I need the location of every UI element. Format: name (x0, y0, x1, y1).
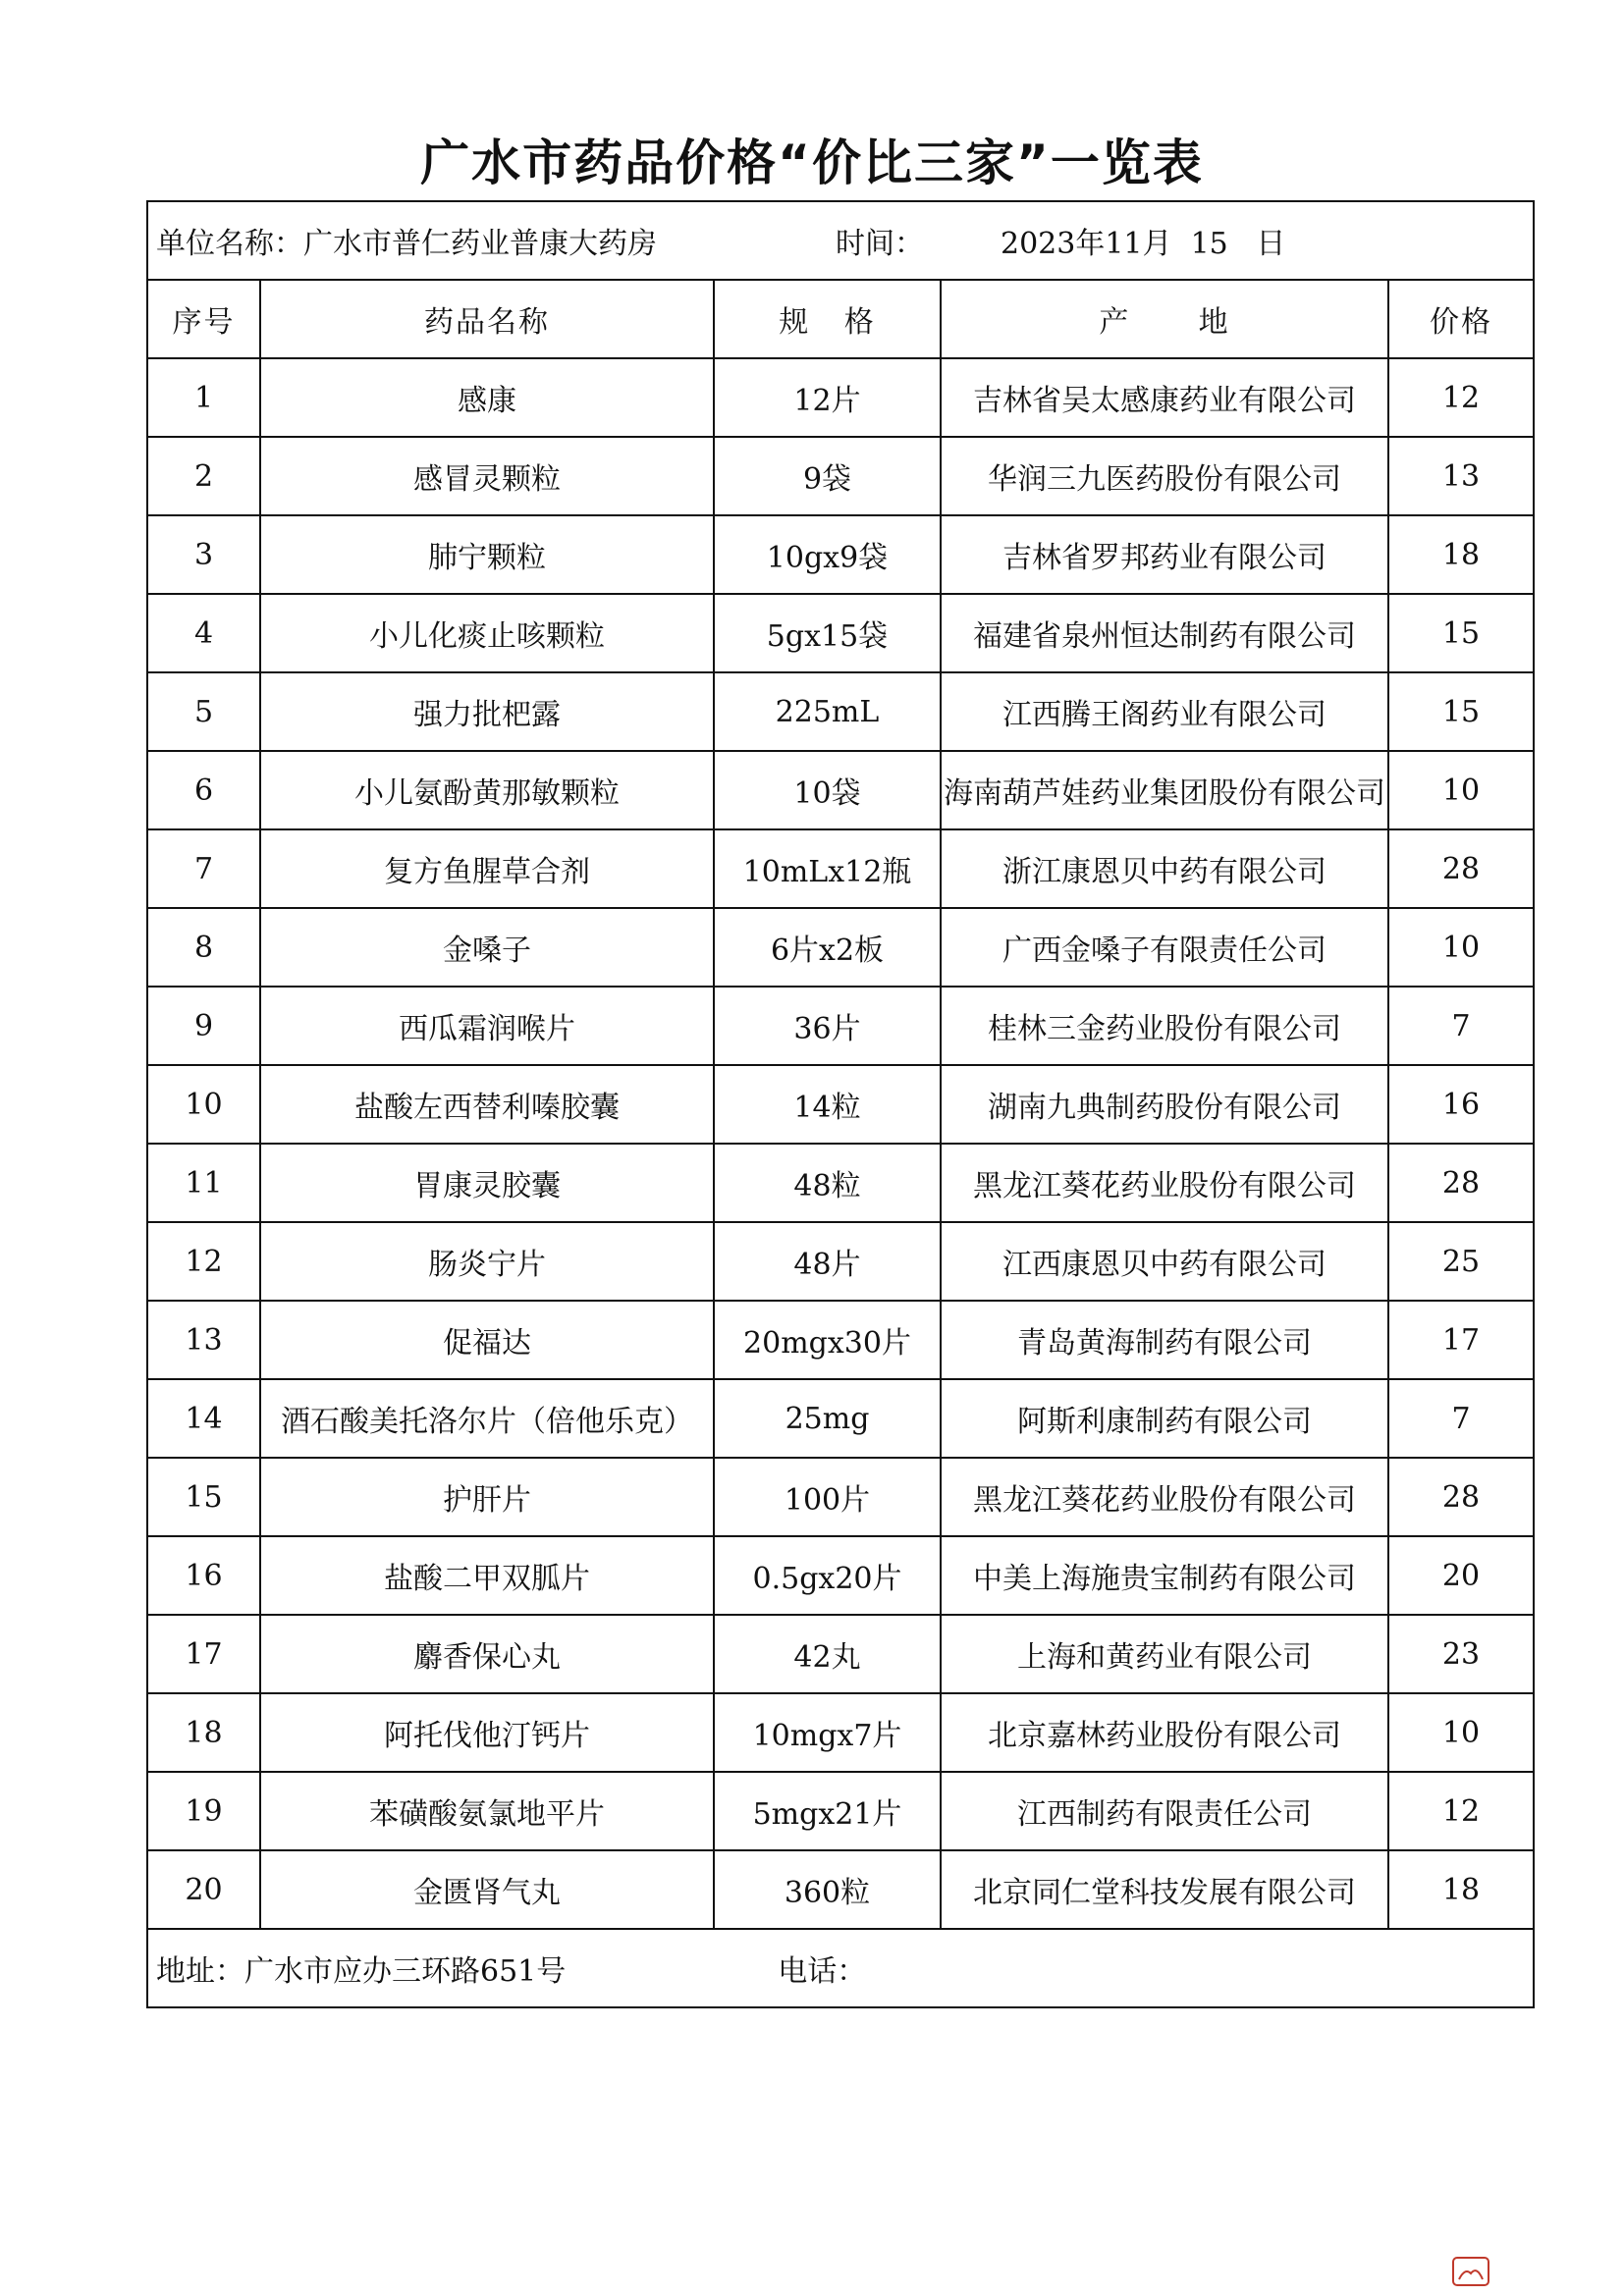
price-table (146, 200, 1535, 2008)
cell-spec: 225mL (714, 672, 941, 751)
table-row (147, 751, 1534, 829)
cell-price: 16 (1388, 1065, 1534, 1144)
cell-origin: 黑龙江葵花药业股份有限公司 (941, 1144, 1388, 1222)
cell-drug-name: 金嗓子 (260, 908, 714, 987)
cell-no: 17 (147, 1615, 260, 1693)
cell-price: 12 (1388, 358, 1534, 437)
cell-no: 11 (147, 1144, 260, 1222)
cell-spec: 100片 (714, 1458, 941, 1536)
cell-price: 18 (1388, 1850, 1534, 1929)
cell-price: 28 (1388, 829, 1534, 908)
cell-spec: 25mg (714, 1379, 941, 1458)
stamp-frame (1453, 2258, 1489, 2285)
cell-drug-name: 金匮肾气丸 (260, 1850, 714, 1929)
cell-origin: 上海和黄药业有限公司 (941, 1615, 1388, 1693)
cell-no: 19 (147, 1772, 260, 1850)
table-row (147, 1065, 1534, 1144)
cell-price: 25 (1388, 1222, 1534, 1301)
cell-spec: 12片 (714, 358, 941, 437)
cell-spec: 10mLx12瓶 (714, 829, 941, 908)
cell-drug-name: 肺宁颗粒 (260, 515, 714, 594)
cell-drug-name: 胃康灵胶囊 (260, 1144, 714, 1222)
cell-price: 10 (1388, 908, 1534, 987)
cell-no: 6 (147, 751, 260, 829)
cell-drug-name: 阿托伐他汀钙片 (260, 1693, 714, 1772)
column-header-price: 价格 (1388, 280, 1534, 358)
cell-drug-name: 护肝片 (260, 1458, 714, 1536)
cell-origin: 黑龙江葵花药业股份有限公司 (941, 1458, 1388, 1536)
cell-spec: 48片 (714, 1222, 941, 1301)
cell-drug-name: 西瓜霜润喉片 (260, 987, 714, 1065)
cell-spec: 48粒 (714, 1144, 941, 1222)
cell-no: 15 (147, 1458, 260, 1536)
footer-info-cell (147, 1929, 1534, 2007)
watermark-logo-icon (1451, 2256, 1490, 2287)
cell-no: 4 (147, 594, 260, 672)
cell-price: 10 (1388, 751, 1534, 829)
cell-drug-name: 盐酸左西替利嗪胶囊 (260, 1065, 714, 1144)
table-row (147, 1772, 1534, 1850)
cell-drug-name: 复方鱼腥草合剂 (260, 829, 714, 908)
cell-spec: 10gx9袋 (714, 515, 941, 594)
cell-origin: 桂林三金药业股份有限公司 (941, 987, 1388, 1065)
time-label: 时间： (836, 227, 924, 261)
table-row (147, 1693, 1534, 1772)
table-row (147, 987, 1534, 1065)
cell-spec: 10mgx7片 (714, 1693, 941, 1772)
table-row (147, 908, 1534, 987)
table-row (147, 1615, 1534, 1693)
cell-origin: 吉林省罗邦药业有限公司 (941, 515, 1388, 594)
cell-spec: 42丸 (714, 1615, 941, 1693)
unit-name: 单位名称：广水市普仁药业普康大药房 (156, 227, 657, 261)
cell-no: 1 (147, 358, 260, 437)
cell-no: 2 (147, 437, 260, 515)
cell-drug-name: 感康 (260, 358, 714, 437)
cell-no: 3 (147, 515, 260, 594)
cell-drug-name: 肠炎宁片 (260, 1222, 714, 1301)
cell-spec: 10袋 (714, 751, 941, 829)
cell-price: 18 (1388, 515, 1534, 594)
phone-label: 电话： (778, 1954, 867, 1989)
cell-drug-name: 感冒灵颗粒 (260, 437, 714, 515)
table-row (147, 1458, 1534, 1536)
cell-price: 12 (1388, 1772, 1534, 1850)
cell-spec: 14粒 (714, 1065, 941, 1144)
table-header-row (147, 280, 1534, 358)
cell-origin: 北京嘉林药业股份有限公司 (941, 1693, 1388, 1772)
cell-drug-name: 促福达 (260, 1301, 714, 1379)
cell-price: 28 (1388, 1144, 1534, 1222)
cell-price: 10 (1388, 1693, 1534, 1772)
cell-drug-name: 小儿化痰止咳颗粒 (260, 594, 714, 672)
footer-info-row (147, 1929, 1534, 2007)
unit-info-cell (147, 201, 1534, 280)
cell-drug-name: 苯磺酸氨氯地平片 (260, 1772, 714, 1850)
cell-origin: 浙江康恩贝中药有限公司 (941, 829, 1388, 908)
cell-drug-name: 小儿氨酚黄那敏颗粒 (260, 751, 714, 829)
cell-origin: 江西腾王阁药业有限公司 (941, 672, 1388, 751)
cell-origin: 华润三九医药股份有限公司 (941, 437, 1388, 515)
cell-price: 7 (1388, 987, 1534, 1065)
cell-price: 17 (1388, 1301, 1534, 1379)
cell-origin: 福建省泉州恒达制药有限公司 (941, 594, 1388, 672)
table-row (147, 1144, 1534, 1222)
cell-price: 13 (1388, 437, 1534, 515)
cell-origin: 江西康恩贝中药有限公司 (941, 1222, 1388, 1301)
cell-no: 18 (147, 1693, 260, 1772)
table-row (147, 1850, 1534, 1929)
date-value: 2023年11月 15 日 (1001, 227, 1286, 261)
cell-no: 20 (147, 1850, 260, 1929)
cell-origin: 北京同仁堂科技发展有限公司 (941, 1850, 1388, 1929)
cell-spec: 5mgx21片 (714, 1772, 941, 1850)
table-row (147, 515, 1534, 594)
cell-origin: 吉林省吴太感康药业有限公司 (941, 358, 1388, 437)
cell-no: 13 (147, 1301, 260, 1379)
cell-drug-name: 盐酸二甲双胍片 (260, 1536, 714, 1615)
cell-spec: 36片 (714, 987, 941, 1065)
table-row (147, 1222, 1534, 1301)
address: 地址：广水市应办三环路651号 (156, 1954, 567, 1989)
cell-no: 12 (147, 1222, 260, 1301)
cell-origin: 广西金嗓子有限责任公司 (941, 908, 1388, 987)
cell-price: 20 (1388, 1536, 1534, 1615)
cell-spec: 6片x2板 (714, 908, 941, 987)
cell-drug-name: 麝香保心丸 (260, 1615, 714, 1693)
cell-no: 10 (147, 1065, 260, 1144)
cell-price: 7 (1388, 1379, 1534, 1458)
cell-spec: 0.5gx20片 (714, 1536, 941, 1615)
table-row (147, 594, 1534, 672)
cell-price: 15 (1388, 672, 1534, 751)
cell-origin: 江西制药有限责任公司 (941, 1772, 1388, 1850)
cell-origin: 海南葫芦娃药业集团股份有限公司 (941, 751, 1388, 829)
cell-spec: 20mgx30片 (714, 1301, 941, 1379)
table-row (147, 1379, 1534, 1458)
table-row (147, 672, 1534, 751)
cell-spec: 360粒 (714, 1850, 941, 1929)
cell-no: 5 (147, 672, 260, 751)
unit-info-row (147, 201, 1534, 280)
stamp-mark (1459, 2270, 1483, 2279)
column-header-no: 序号 (147, 280, 260, 358)
cell-no: 9 (147, 987, 260, 1065)
cell-no: 16 (147, 1536, 260, 1615)
cell-price: 28 (1388, 1458, 1534, 1536)
cell-origin: 中美上海施贵宝制药有限公司 (941, 1536, 1388, 1615)
cell-spec: 5gx15袋 (714, 594, 941, 672)
table-row (147, 437, 1534, 515)
cell-no: 8 (147, 908, 260, 987)
cell-origin: 湖南九典制药股份有限公司 (941, 1065, 1388, 1144)
table-row (147, 358, 1534, 437)
column-header-spec: 规 格 (714, 280, 941, 358)
cell-no: 14 (147, 1379, 260, 1458)
column-header-name: 药品名称 (260, 280, 714, 358)
table-row (147, 1301, 1534, 1379)
cell-origin: 阿斯利康制药有限公司 (941, 1379, 1388, 1458)
cell-origin: 青岛黄海制药有限公司 (941, 1301, 1388, 1379)
cell-price: 15 (1388, 594, 1534, 672)
column-header-origin: 产 地 (941, 280, 1388, 358)
cell-drug-name: 强力批杷露 (260, 672, 714, 751)
page-title: 广水市药品价格“价比三家”一览表 (420, 134, 1204, 191)
cell-no: 7 (147, 829, 260, 908)
cell-spec: 9袋 (714, 437, 941, 515)
cell-drug-name: 酒石酸美托洛尔片（倍他乐克） (260, 1379, 714, 1458)
table-row (147, 829, 1534, 908)
cell-price: 23 (1388, 1615, 1534, 1693)
table-row (147, 1536, 1534, 1615)
